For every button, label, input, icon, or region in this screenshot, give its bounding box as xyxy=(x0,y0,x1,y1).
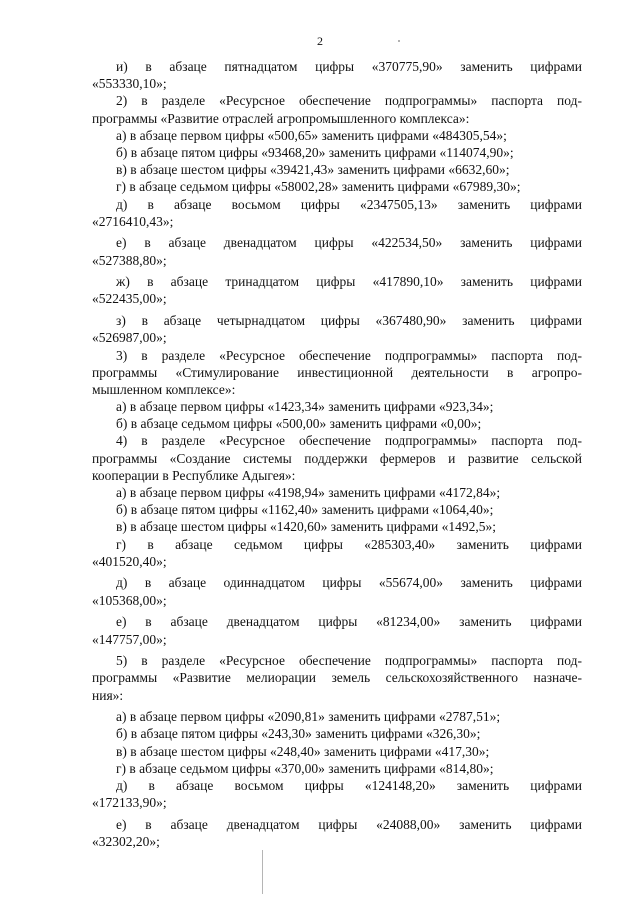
text-line: ния»: xyxy=(92,687,124,703)
document-body xyxy=(92,58,582,850)
text-line: «527388,80»; xyxy=(92,252,167,268)
text-line: д) в абзаце восьмом цифры «124148,20» заменить цифрами xyxy=(116,778,582,793)
text-line: б) в абзаце пятом цифры «93468,20» заменить цифрами «114074,90»; xyxy=(116,144,514,160)
text-line: а) в абзаце первом цифры «500,65» заменить цифрами «484305,54»; xyxy=(116,127,507,143)
text-line: а) в абзаце первом цифры «4198,94» заменить цифрами «4172,84»; xyxy=(116,485,501,500)
text-line: «172133,90»; xyxy=(92,795,167,811)
text-line: 3) в разделе «Ресурсное обеспечение подпрограммы» паспорта под- xyxy=(116,347,582,363)
text-line: а) в абзаце первом цифры «1423,34» заменить цифрами «923,34»; xyxy=(116,399,494,415)
text-line: б) в абзаце седьмом цифры «500,00» заменить цифрами «0,00»; xyxy=(116,416,482,432)
text-line: в) в абзаце шестом цифры «248,40» заменить цифрами «417,30»; xyxy=(116,743,490,759)
text-line: программы «Развитие мелиорации земель сельскохозяйственного назначе- xyxy=(92,670,582,686)
text-line: «553330,10»; xyxy=(92,76,167,92)
text-line: 2) в разделе «Ресурсное обеспечение подпрограммы» паспорта под- xyxy=(116,93,582,109)
text-line: д) в абзаце одиннадцатом цифры «55674,00» заменить цифрами xyxy=(116,575,582,591)
text-line: е) в абзаце двенадцатом цифры «81234,00» заменить цифрами xyxy=(116,614,582,630)
text-line: в) в абзаце шестом цифры «1420,60» заменить цифрами «1492,5»; xyxy=(116,519,496,535)
text-line: «2716410,43»; xyxy=(92,213,174,229)
scan-fold-line xyxy=(262,850,263,894)
text-line: г) в абзаце седьмом цифры «285303,40» заменить цифрами xyxy=(116,536,582,552)
text-line: «32302,20»; xyxy=(92,834,160,850)
text-line: «105368,00»; xyxy=(92,592,167,608)
text-line: б) в абзаце пятом цифры «243,30» заменить цифрами «326,30»; xyxy=(116,726,481,742)
text-line: «526987,00»; xyxy=(92,330,167,346)
text-line: программы «Создание системы поддержки фермеров и развитие сельской xyxy=(92,450,582,466)
text-line: «147757,00»; xyxy=(92,631,167,647)
text-line: в) в абзаце шестом цифры «39421,43» заменить цифрами «6632,60»; xyxy=(116,162,510,178)
text-line: е) в абзаце двенадцатом цифры «24088,00» заменить цифрами xyxy=(116,816,582,832)
text-line: «401520,40»; xyxy=(92,553,167,569)
text-line: и) в абзаце пятнадцатом цифры «370775,90» заменить цифрами xyxy=(116,59,582,74)
text-line: г) в абзаце седьмом цифры «58002,28» заменить цифрами «67989,30»; xyxy=(116,179,521,195)
text-line: б) в абзаце пятом цифры «1162,40» заменить цифрами «1064,40»; xyxy=(116,502,494,518)
text-line: з) в абзаце четырнадцатом цифры «367480,90» заменить цифрами xyxy=(116,313,582,329)
text-line: 5) в разделе «Ресурсное обеспечение подпрограммы» паспорта под- xyxy=(116,653,582,669)
text-line: «522435,00»; xyxy=(92,291,167,307)
text-line: а) в абзаце первом цифры «2090,81» заменить цифрами «2787,51»; xyxy=(116,709,501,725)
text-line: е) в абзаце двенадцатом цифры «422534,50» заменить цифрами xyxy=(116,235,582,251)
page-number: 2 xyxy=(317,34,323,48)
scan-speck xyxy=(398,40,400,42)
text-line: 4) в разделе «Ресурсное обеспечение подпрограммы» паспорта под- xyxy=(116,433,582,449)
text-line: г) в абзаце седьмом цифры «370,00» заменить цифрами «814,80»; xyxy=(116,760,494,776)
text-line: программы «Стимулирование инвестиционной деятельности в агропро- xyxy=(92,364,582,380)
text-line: д) в абзаце восьмом цифры «2347505,13» заменить цифрами xyxy=(116,196,582,212)
text-line: кооперации в Республике Адыгея»: xyxy=(92,467,296,483)
text-line: программы «Развитие отраслей агропромышленного комплекса»: xyxy=(92,110,470,126)
text-line: ж) в абзаце тринадцатом цифры «417890,10» заменить цифрами xyxy=(116,274,582,290)
text-line: мышленном комплексе»: xyxy=(92,381,236,397)
